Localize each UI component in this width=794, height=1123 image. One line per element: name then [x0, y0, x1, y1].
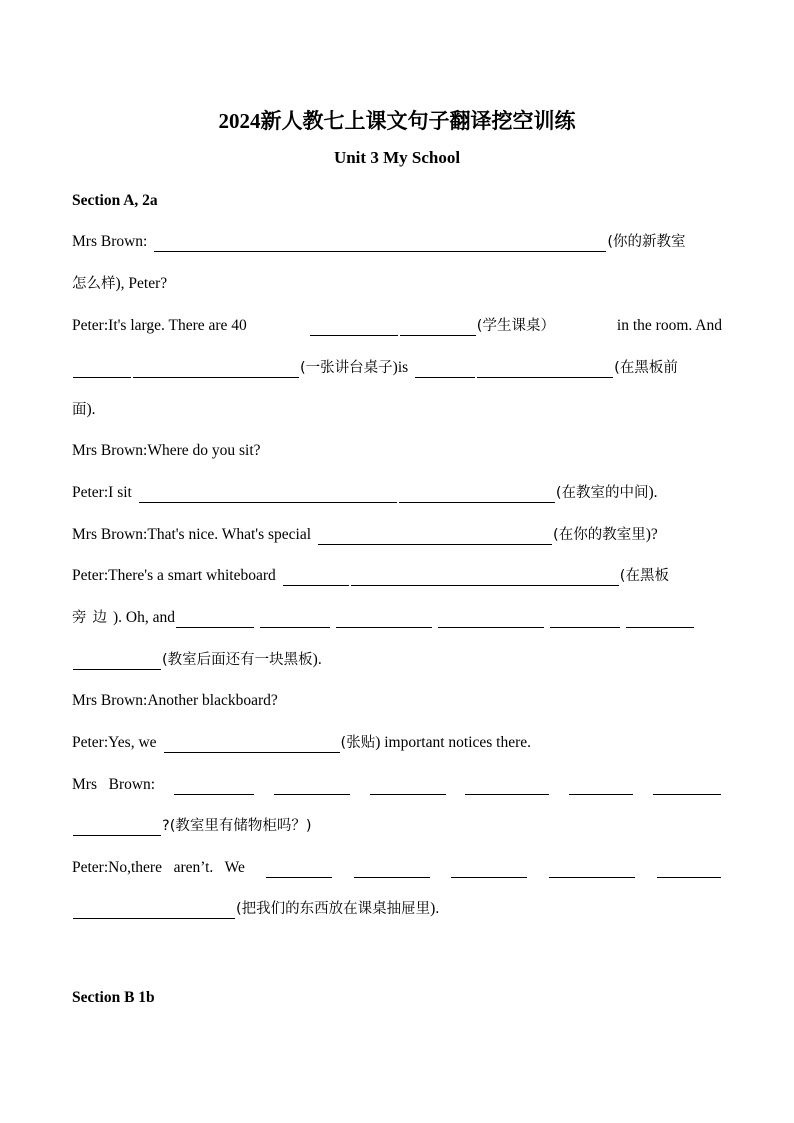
dialogue-line-2 [72, 274, 722, 294]
answer-blank[interactable] [550, 612, 620, 628]
chinese-hint: 旁边 [72, 610, 113, 626]
dialogue-text: Peter:Yes, we [72, 734, 157, 751]
dialogue-line-14 [72, 775, 722, 795]
answer-blank[interactable] [176, 612, 254, 628]
dialogue-text: Mrs Brown:Where do you sit? [72, 442, 261, 459]
dialogue-text: ) important notices there. [375, 734, 532, 751]
section-a-heading [72, 191, 722, 211]
dialogue-text: ), Peter? [115, 275, 168, 292]
answer-blank[interactable] [73, 820, 161, 836]
dialogue-line-12 [72, 691, 722, 711]
answer-blank[interactable] [399, 487, 555, 503]
answer-blank[interactable] [336, 612, 432, 628]
dialogue-text: Mrs Brown:That's nice. What's special [72, 526, 312, 543]
dialogue-line-4 [72, 358, 722, 378]
dialogue-line-1 [72, 232, 722, 252]
chinese-hint: (张贴 [340, 735, 376, 751]
section-b-heading [72, 988, 722, 1008]
speaker-label: Mrs Brown: [72, 776, 156, 793]
dialogue-line-8 [72, 525, 722, 545]
answer-blank[interactable] [73, 362, 131, 378]
chinese-hint: (在黑板前 [614, 360, 678, 376]
answer-blank[interactable] [154, 236, 606, 252]
answer-blank[interactable] [260, 612, 330, 628]
chinese-hint: (在黑板 [619, 568, 669, 584]
answer-blank[interactable] [438, 612, 544, 628]
answer-blank[interactable] [415, 362, 475, 378]
dialogue-text: ). [648, 484, 658, 501]
answer-blank[interactable] [549, 862, 635, 878]
speaker-label: Mrs Brown: [72, 233, 148, 250]
dialogue-text: Peter:There's a smart whiteboard [72, 567, 276, 584]
answer-blank[interactable] [73, 654, 161, 670]
dialogue-line-9 [72, 566, 722, 586]
answer-blank[interactable] [139, 487, 397, 503]
chinese-hint: (一张讲台桌子 [300, 360, 393, 376]
answer-blank[interactable] [477, 362, 613, 378]
answer-blank[interactable] [318, 529, 552, 545]
dialogue-text: ). [430, 900, 440, 917]
answer-blank[interactable] [266, 862, 332, 878]
page-title: 2024新人教七上课文句子翻译挖空训练 [218, 109, 576, 133]
answer-blank[interactable] [451, 862, 527, 878]
answer-blank[interactable] [354, 862, 430, 878]
dialogue-line-17 [72, 899, 722, 919]
dialogue-line-13 [72, 733, 722, 753]
dialogue-text: ). Oh, and [113, 609, 175, 626]
dialogue-text: Mrs Brown:Another blackboard? [72, 692, 278, 709]
answer-blank[interactable] [283, 570, 349, 586]
dialogue-line-16 [72, 858, 722, 878]
dialogue-line-7 [72, 483, 722, 503]
answer-blank[interactable] [164, 737, 340, 753]
dialogue-line-5 [72, 400, 722, 420]
dialogue-text: Peter:It's large. There are 40 [72, 317, 247, 334]
chinese-hint: (学生课桌） [476, 318, 555, 334]
section-b-label: Section B 1b [72, 989, 155, 1006]
answer-blank[interactable] [73, 903, 235, 919]
answer-blank[interactable] [351, 570, 619, 586]
dialogue-text: ). [86, 401, 96, 418]
answer-blank[interactable] [653, 779, 721, 795]
chinese-hint: 面 [72, 402, 87, 418]
answer-blank[interactable] [569, 779, 633, 795]
dialogue-text: in the room. And [616, 317, 722, 334]
answer-blank[interactable] [310, 320, 398, 336]
answer-blank[interactable] [400, 320, 476, 336]
dialogue-line-15 [72, 816, 722, 836]
answer-blank[interactable] [133, 362, 299, 378]
dialogue-text: Peter:I sit [72, 484, 132, 501]
dialogue-text: Peter:No,there aren’t. We [72, 859, 245, 876]
chinese-hint: (教室后面还有一块黑板 [162, 652, 313, 668]
answer-blank[interactable] [274, 779, 350, 795]
dialogue-line-3 [72, 316, 722, 336]
answer-blank[interactable] [465, 779, 549, 795]
dialogue-text: )? [645, 526, 658, 543]
answer-blank[interactable] [657, 862, 721, 878]
dialogue-line-10 [72, 608, 722, 628]
unit-title: Unit 3 My School [333, 148, 461, 167]
section-a-label: Section A, 2a [72, 192, 158, 209]
answer-blank[interactable] [174, 779, 254, 795]
answer-blank[interactable] [370, 779, 446, 795]
chinese-hint: ?(教室里有储物柜吗？) [162, 818, 312, 834]
chinese-hint: (在教室的中间 [555, 485, 649, 501]
chinese-hint: (你的新教室 [607, 234, 686, 250]
chinese-hint: (把我们的东西放在课桌抽屉里 [236, 901, 431, 917]
chinese-hint: 怎么样 [72, 276, 116, 292]
dialogue-line-11 [72, 650, 722, 670]
dialogue-text: ). [312, 651, 322, 668]
chinese-hint: (在你的教室里 [553, 527, 646, 543]
dialogue-text: )is [392, 359, 409, 376]
answer-blank[interactable] [626, 612, 694, 628]
dialogue-line-6 [72, 441, 722, 461]
